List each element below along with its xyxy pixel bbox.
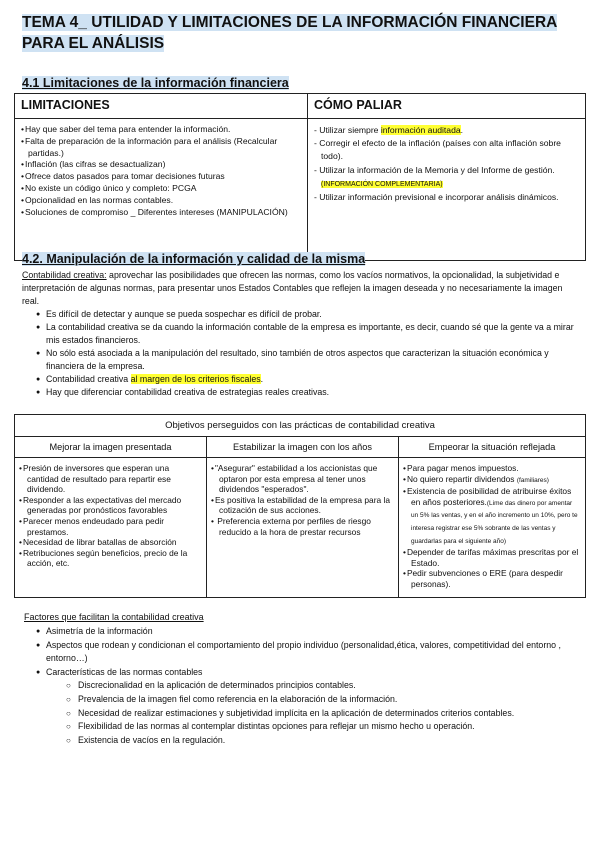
sub-list-item: ○ Existencia de vacíos en la regulación. — [36, 734, 576, 748]
objective-item: • Responder a las expectativas del mercado generadas por pronósticos favorables — [19, 495, 202, 516]
objective-item: • Depender de tarifas máximas prescritas por el Estado. — [403, 547, 581, 568]
objective-item: • Es positiva la estabilidad de la empresa para la cotización de sus acciones. — [211, 495, 394, 516]
limitacion-item: • Ofrece datos pasados para tomar decisiones futuras — [21, 171, 301, 183]
limitacion-item: • Inflación (las cifras se desactualizan) — [21, 159, 301, 171]
paliar-item: - Utilizar siempre información auditada. — [314, 124, 579, 137]
objective-item: • Necesidad de librar batallas de absorción — [19, 537, 202, 548]
term-label: Contabilidad creativa: — [22, 270, 107, 280]
objectives-table — [14, 414, 586, 598]
list-item: ● Asimetría de la información — [36, 625, 576, 639]
list-item: ● Aspectos que rodean y condicionan el comportamiento del propio individuo (personalidad,ética, valores, competitividad del entorno , entorno…) — [36, 639, 576, 666]
col-header-mejorar: Mejorar la imagen presentada — [15, 437, 207, 458]
limitacion-item: • No existe un código único y completo: PCGA — [21, 183, 301, 195]
objective-item: • Presión de inversores que esperan una cantidad de resultado para repartir ese dividendo. — [19, 463, 202, 495]
objective-item: • Retribuciones según beneficios, precio de la acción, etc. — [19, 548, 202, 569]
limitacion-item: • Falta de preparación de la información para el análisis (Recalcular partidas.) — [21, 136, 301, 160]
paliar-item: - Corregir el efecto de la inflación (países con alta inflación sobre todo). — [314, 137, 579, 163]
col-header-empeorar: Empeorar la situación reflejada — [399, 437, 586, 458]
list-item: ● La contabilidad creativa se da cuando la información contable de la empresa es importante, es decir, cuando sé que la gente va a mirar mis estados financieros. — [36, 321, 576, 347]
limitacion-item: • Hay que saber del tema para entender la información. — [21, 124, 301, 136]
highlight: (INFORMACIÓN COMPLEMENTARIA) — [321, 180, 443, 188]
empeorar-cell — [399, 458, 586, 598]
list-item: ● Hay que diferenciar contabilidad creativa de estrategias reales creativas. — [36, 386, 576, 399]
limitacion-item: • Opcionalidad en las normas contables. — [21, 195, 301, 207]
objective-item: • Pedir subvenciones o ERE (para despedir personas). — [403, 568, 581, 589]
paliar-item: - Utilizar la información de la Memoria y del Informe de gestión. (INFORMACIÓN COMPLEMENTARIA) — [314, 164, 579, 191]
bullet-list — [36, 308, 576, 399]
limitaciones-header: LIMITACIONES — [15, 94, 308, 119]
objective-item: • Parecer menos endeudado para pedir prestamos. — [19, 516, 202, 537]
objective-item: • Existencia de posibilidad de atribuirse éxitos en años posteriores.(Lime das dinero por amentar un 5% las ventas, y en el año incremento un 10%, pero te interesa registrar ese 5% sobrante de las ventas y guardarlas para el siguiente año) — [403, 486, 581, 547]
intro-paragraph: Contabilidad creativa: aprovechar las posibilidades que ofrecen las normas, como los vacíos normativos, la opcionalidad, la subjetividad e interpretación de algunas normas, para presentar unos Estados Contables que reflejen la imagen deseada y no necesariamente la imagen real. — [22, 270, 563, 306]
como-paliar-header: CÓMO PALIAR — [308, 94, 586, 119]
objectives-table-title: Objetivos perseguidos con las prácticas de contabilidad creativa — [15, 415, 586, 437]
sub-list-item: ○ Flexibilidad de las normas al contemplar distintas opciones para reflejar un mismo hecho u operación. — [36, 720, 576, 734]
highlight: al margen de los criterios fiscales — [130, 374, 261, 384]
como-paliar-cell — [308, 119, 586, 261]
list-item: ● Contabilidad creativa al margen de los criterios fiscales. — [36, 373, 576, 386]
sub-list-item: ○ Necesidad de realizar estimaciones y subjetividad implícita en la aplicación de determinados criterios contables. — [36, 707, 576, 721]
objective-item: • Preferencia externa por perfiles de riesgo reducido a la hora de prestar recursos — [211, 516, 394, 537]
limitacion-item: • Soluciones de compromiso _ Diferentes intereses (MANIPULACIÓN) — [21, 207, 301, 219]
factores-heading: Factores que facilitan la contabilidad creativa — [24, 612, 204, 622]
list-item: ● Características de las normas contables — [36, 666, 576, 680]
section-heading-4-2: 4.2. Manipulación de la información y calidad de la misma — [22, 252, 366, 266]
objective-item: • No quiero repartir dividendos (familiares) — [403, 474, 581, 487]
list-item: ● Es difícil de detectar y aunque se pueda sospechar es difícil de probar. — [36, 308, 576, 321]
paliar-item: - Utilizar información previsional e incorporar análisis dinámicos. — [314, 191, 579, 204]
limitaciones-cell — [15, 119, 308, 261]
estabilizar-cell — [207, 458, 399, 598]
col-header-estabilizar: Estabilizar la imagen con los años — [207, 437, 399, 458]
factores-list — [36, 625, 576, 747]
list-item: ● No sólo está asociada a la manipulación del resultado, sino también de otros aspectos que caracterizan la situación económica y financiera de la empresa. — [36, 347, 576, 373]
section-heading-4-1: 4.1 Limitaciones de la información financiera — [22, 76, 289, 90]
sub-list-item: ○ Prevalencia de la imagen fiel como referencia en la elaboración de la información. — [36, 693, 576, 707]
page-title: TEMA 4_ UTILIDAD Y LIMITACIONES DE LA INFORMACIÓN FINANCIERA PARA EL ANÁLISIS — [22, 14, 558, 52]
sub-list-item: ○ Discrecionalidad en la aplicación de determinados principios contables. — [36, 679, 576, 693]
objective-item: • Para pagar menos impuestos. — [403, 463, 581, 474]
limitations-table — [14, 93, 586, 261]
highlight: información auditada — [380, 125, 461, 135]
objective-item: • "Asegurar" estabilidad a los accionistas que optaron por esta empresa al tener unos dividendos "esperados". — [211, 463, 394, 495]
mejorar-cell — [15, 458, 207, 598]
